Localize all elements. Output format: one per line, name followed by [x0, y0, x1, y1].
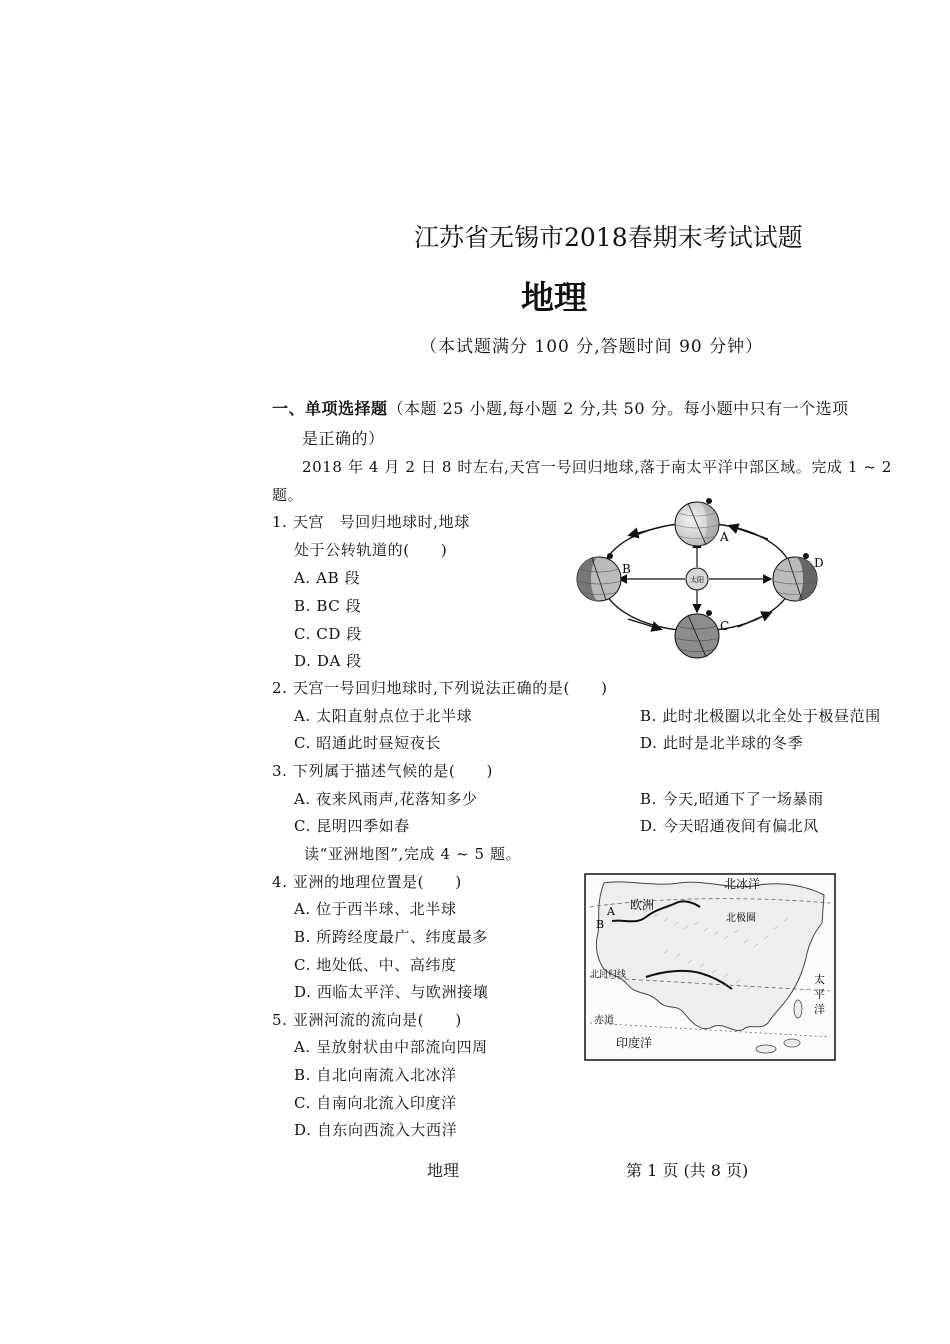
section-title: 一、单项选择题	[272, 399, 388, 418]
footer-subject: 地理	[427, 1161, 460, 1180]
label-b: B	[622, 562, 631, 576]
section-description: （本题 25 小题,每小题 2 分,共 50 分。每小题中只有一个选项	[387, 399, 849, 418]
q1-stem-cont: 处于公转轨道的( )	[294, 541, 448, 559]
orbit-arrow-cd	[738, 613, 770, 627]
q1-option-a[interactable]: A. AB 段	[294, 569, 361, 587]
q1-stem: 1. 天宫 号回归地球时,地球	[272, 513, 470, 531]
q1-option-d[interactable]: D. DA 段	[294, 652, 362, 670]
footer-page-number: 第 1 页 (共 8 页)	[626, 1161, 749, 1180]
q1-option-c[interactable]: C. CD 段	[294, 625, 362, 643]
earth-orbit-figure	[570, 495, 830, 665]
q5-option-b[interactable]: B. 自北向南流入北冰洋	[294, 1066, 457, 1084]
q2-option-c[interactable]: C. 昭通此时昼短夜长	[294, 734, 442, 752]
q5-option-a[interactable]: A. 呈放射状由中部流向四周	[294, 1038, 488, 1056]
earth-a-icon	[675, 498, 719, 546]
island-3	[784, 1039, 800, 1047]
map-label-arctic-circle: 北极圈	[726, 913, 756, 924]
map-label-pacific-1: 太	[814, 973, 825, 986]
q3-stem: 3. 下列属于描述气候的是( )	[272, 762, 493, 780]
map-label-a: A	[607, 905, 615, 918]
earth-d-icon	[773, 553, 817, 601]
map-label-pacific-2: 平	[814, 988, 825, 1001]
intro-text-2: 读“亚洲地图”,完成 4 ~ 5 题。	[304, 845, 522, 863]
map-label-pacific-3: 洋	[814, 1003, 825, 1016]
section-description-cont: 是正确的）	[302, 429, 385, 448]
orbit-arrow-bc	[628, 619, 660, 629]
q4-option-b[interactable]: B. 所跨经度最广、纬度最多	[294, 928, 488, 946]
orbit-arrow-ab	[630, 526, 665, 535]
q3-option-a[interactable]: A. 夜来风雨声,花落知多少	[294, 790, 478, 808]
q1-option-b[interactable]: B. BC 段	[294, 597, 362, 615]
earth-c-icon	[675, 610, 719, 658]
q2-option-b[interactable]: B. 此时北极圈以北全处于极昼范围	[640, 707, 881, 725]
island-1	[794, 1000, 802, 1018]
exam-note: （本试题满分 100 分,答题时间 90 分钟）	[420, 337, 764, 357]
q3-option-d[interactable]: D. 今天昭通夜间有偏北风	[640, 817, 819, 835]
q2-option-d[interactable]: D. 此时是北半球的冬季	[640, 734, 804, 752]
map-label-arctic: 北冰洋	[724, 877, 761, 891]
intro-text-1: 2018 年 4 月 2 日 8 时左右,天宫一号回归地球,落于南太平洋中部区域。完成 1 ~ 2	[302, 458, 893, 476]
q4-stem: 4. 亚洲的地理位置是( )	[272, 873, 462, 891]
map-label-indian: 印度洋	[616, 1036, 653, 1050]
map-label-b: B	[596, 918, 605, 931]
q3-option-c[interactable]: C. 昆明四季如春	[294, 817, 410, 835]
map-label-equator: 赤道	[594, 1015, 614, 1026]
subject-heading: 地理	[521, 278, 587, 317]
q5-stem: 5. 亚洲河流的流向是( )	[272, 1011, 462, 1029]
label-d: D	[814, 556, 824, 570]
q5-option-d[interactable]: D. 自东向西流入大西洋	[294, 1121, 458, 1139]
label-c: C	[720, 619, 730, 633]
asia-map-figure	[584, 873, 836, 1061]
map-label-tropic: 北回归线	[590, 970, 627, 980]
section-heading	[272, 396, 849, 419]
q2-option-a[interactable]: A. 太阳直射点位于北半球	[294, 707, 473, 725]
label-a: A	[720, 530, 729, 544]
orbit-arrow-da	[730, 526, 768, 539]
map-label-europe: 欧洲	[630, 898, 655, 912]
q5-option-c[interactable]: C. 自南向北流入印度洋	[294, 1094, 457, 1112]
island-2	[756, 1045, 776, 1053]
sun-label: 太阳	[690, 576, 704, 584]
q4-option-a[interactable]: A. 位于西半球、北半球	[294, 900, 457, 918]
exam-title: 江苏省无锡市2018春期末考试试题	[414, 223, 803, 252]
q4-option-c[interactable]: C. 地处低、中、高纬度	[294, 956, 457, 974]
q2-stem: 2. 天宫一号回归地球时,下列说法正确的是( )	[272, 679, 608, 697]
q4-option-d[interactable]: D. 西临太平洋、与欧洲接壤	[294, 983, 489, 1001]
intro-text-1-cont: 题。	[272, 486, 304, 504]
earth-b-icon	[577, 553, 621, 601]
q3-option-b[interactable]: B. 今天,昭通下了一场暴雨	[640, 790, 824, 808]
